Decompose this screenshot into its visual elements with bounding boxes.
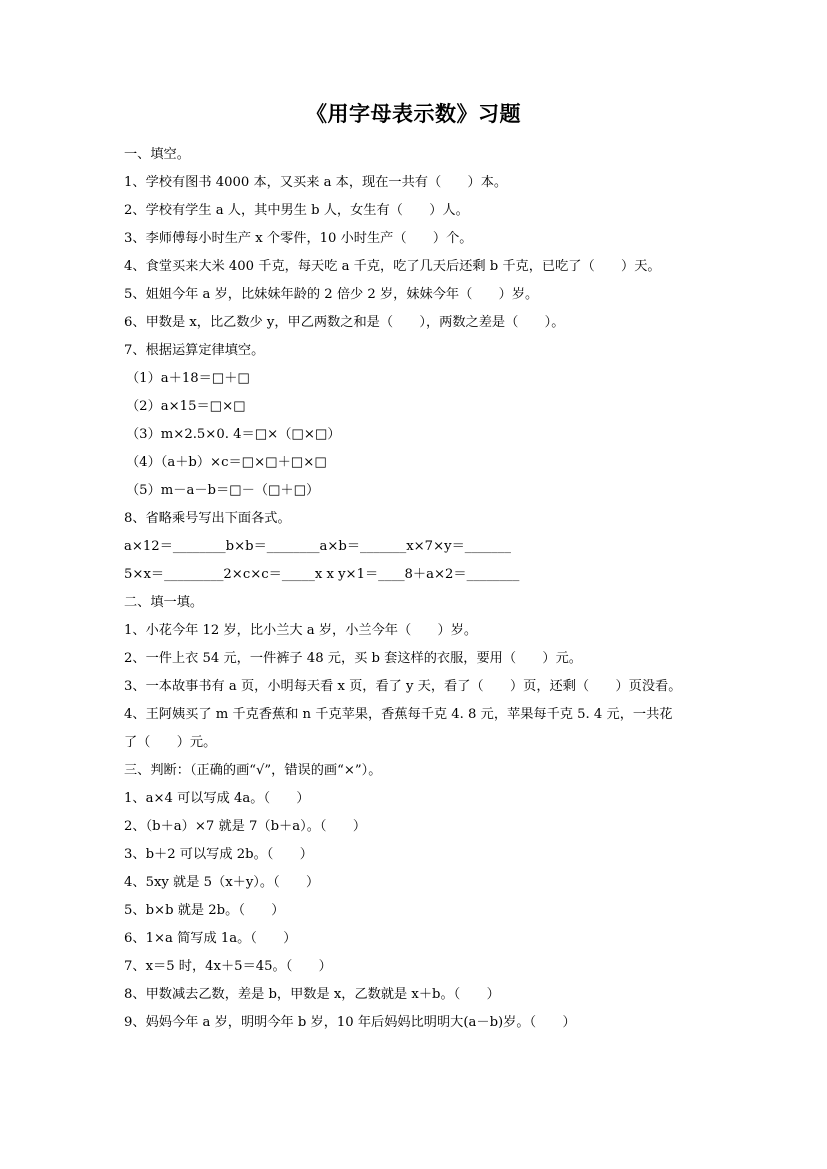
section3-item-9: 9、妈妈今年 a 岁，明明今年 b 岁，10 年后妈妈比明明大(a－b)岁。（ ） — [124, 1015, 576, 1030]
section2-item-3: 3、一本故事书有 a 页，小明每天看 x 页，看了 y 天，看了（ ）页，还剩（ ）页没看。 — [124, 679, 682, 694]
section1-item-3: 3、李师傅每小时生产 x 个零件，10 小时生产（ ）个。 — [124, 231, 473, 246]
law-sub-item-4: （4）（a＋b）×c＝□×□＋□×□ — [126, 455, 327, 470]
law-sub-item-5: （5）m－a－b＝□－（□＋□） — [126, 483, 320, 498]
section1-item-4: 4、食堂买来大米 400 千克，每天吃 a 千克，吃了几天后还剩 b 千克，已吃了（ ）天。 — [124, 259, 661, 274]
section1-item-8: 8、省略乘号写出下面各式。 — [124, 511, 291, 526]
section3-heading: 三、判断：（正确的画“√”，错误的画“×”）。 — [124, 763, 382, 778]
law-sub-item-2: （2）a×15＝□×□ — [126, 399, 246, 414]
item8-row-2: 5×x＝_________2×c×c＝_____x x y×1＝____8＋a×2＝________ — [124, 567, 520, 582]
section1-item-7: 7、根据运算定律填空。 — [124, 343, 265, 358]
section2-item-4-line-1: 4、王阿姨买了 m 千克香蕉和 n 千克苹果，香蕉每千克 4. 8 元，苹果每千克 5. 4 元，一共花 — [124, 707, 673, 722]
document-body — [124, 141, 714, 1037]
section1-item-5: 5、姐姐今年 a 岁，比妹妹年龄的 2 倍少 2 岁，妹妹今年（ ）岁。 — [124, 287, 539, 302]
section3-item-4: 4、5xy 就是 5（x＋y）。（ ） — [124, 875, 320, 890]
section2-item-1: 1、小花今年 12 岁，比小兰大 a 岁，小兰今年（ ）岁。 — [124, 623, 478, 638]
law-sub-item-1: （1）a＋18＝□＋□ — [126, 371, 250, 386]
section2-heading: 二、填一填。 — [124, 595, 204, 610]
section1-item-6: 6、甲数是 x，比乙数少 y，甲乙两数之和是（ ），两数之差是（ ）。 — [124, 315, 565, 330]
section3-item-7: 7、x＝5 时，4x＋5＝45。（ ） — [124, 959, 332, 974]
section3-item-2: 2、（b＋a）×7 就是 7（b＋a）。（ ） — [124, 819, 367, 834]
section3-item-1: 1、a×4 可以写成 4a。（ ） — [124, 791, 310, 806]
section3-item-3: 3、b＋2 可以写成 2b。（ ） — [124, 847, 313, 862]
section1-heading: 一、填空。 — [124, 147, 190, 162]
item8-row-1: a×12＝________b×b＝________a×b＝_______x×7×y＝_______ — [124, 539, 511, 554]
section3-item-5: 5、b×b 就是 2b。（ ） — [124, 903, 285, 918]
section3-item-6: 6、1×a 简写成 1a。（ ） — [124, 931, 297, 946]
section3-item-8: 8、甲数减去乙数，差是 b，甲数是 x，乙数就是 x＋b。（ ） — [124, 987, 500, 1002]
section1-item-1: 1、学校有图书 4000 本，又买来 a 本，现在一共有（ ）本。 — [124, 175, 508, 190]
section2-item-2: 2、一件上衣 54 元，一件裤子 48 元，买 b 套这样的衣服，要用（ ）元。 — [124, 651, 582, 666]
section1-item-2: 2、学校有学生 a 人，其中男生 b 人，女生有（ ）人。 — [124, 203, 469, 218]
section2-item-4-line-2: 了（ ）元。 — [124, 735, 217, 750]
law-sub-item-3: （3）m×2.5×0. 4＝□×（□×□） — [126, 427, 341, 442]
page-title: 《用字母表示数》习题 — [306, 102, 521, 126]
